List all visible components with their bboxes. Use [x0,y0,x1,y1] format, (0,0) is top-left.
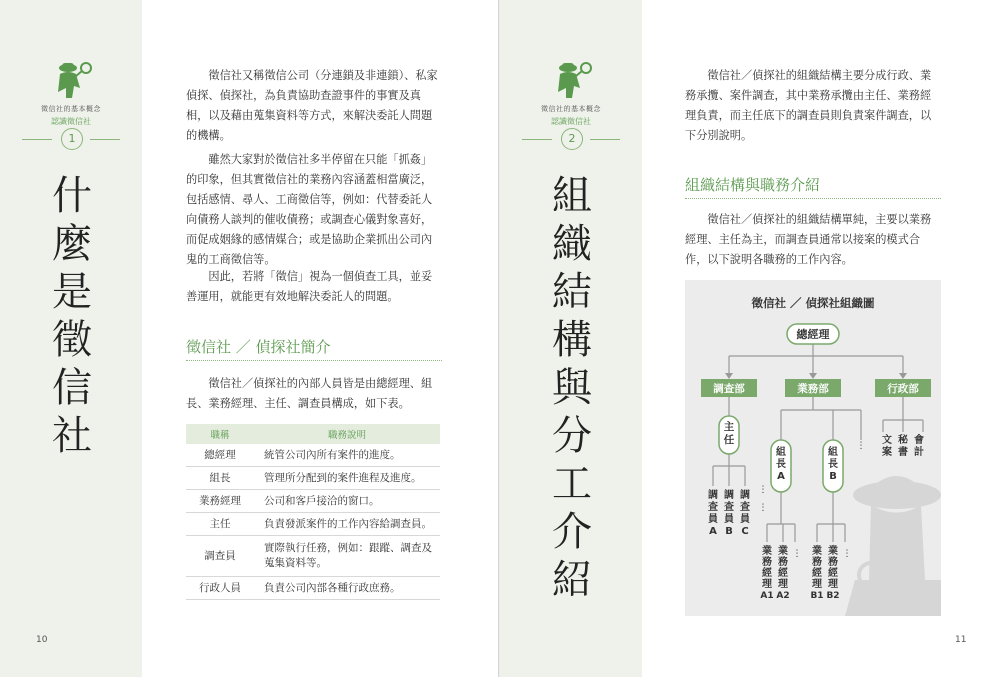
table-row [186,467,440,490]
chapter-title-vertical [552,172,592,604]
table-row [186,577,440,600]
chapter-number: 1 [61,128,83,150]
org-node-manager-a2: 業務經理 A2 [776,546,790,601]
detective-icon [546,58,596,100]
role-cell: 行政人員 [186,577,254,600]
org-node-group-leader-b: 組長 B [828,447,838,482]
title-char: 麼 [52,221,92,267]
org-node-investigator-b: 調查員 B [724,490,734,537]
title-char: 信 [52,365,92,411]
title-char: 構 [552,317,592,363]
role-cell: 調查員 [186,536,254,577]
org-node-copywriter: 文案 [882,435,892,458]
intro-paragraph-3: 因此，若將「徵信」視為一個偵查工具，並妥善運用，就能更有效地解決委託人的問題。 [186,270,433,303]
title-char: 結 [552,269,592,315]
org-node-secretary: 秘書 [898,435,908,458]
title-char: 織 [552,221,592,267]
table-row [186,536,440,577]
page-number-left: 10 [36,635,48,645]
section-title-structure: 組織結構與職務介紹 [685,176,821,194]
desc-cell: 負責發派案件的工作內容給調查員。 [254,513,440,536]
section-divider [685,198,941,199]
svg-text:⋮: ⋮ [842,549,852,559]
chapter-title-vertical [52,172,92,460]
title-char: 社 [52,413,92,459]
org-chart [685,280,941,616]
roles-table [186,424,440,600]
left-logo [0,58,142,127]
org-node-accountant: 會計 [914,435,924,458]
org-chart-canvas [685,280,941,616]
title-char: 徵 [52,317,92,363]
logo-subtitle: 徵信社的基本概念 [541,105,601,113]
intro-paragraph: 徵信社／偵探社的組織結構主要分成行政、業務承攬、案件調查，其中業務承攬由主任、業務經理負責，而主任底下的調查員則負責案件調查，以下分別說明。 [685,69,932,142]
role-cell: 業務經理 [186,490,254,513]
org-node-general-manager: 總經理 [796,328,830,341]
chapter-number-marker [0,128,142,152]
section-paragraph: 徵信社／偵探社的內部人員皆是由總經理、組長、業務經理、主任、調查員構成，如下表。 [186,377,433,410]
title-char: 組 [552,173,592,219]
page-number-right: 11 [955,635,967,645]
section-divider [186,360,442,361]
logo-chapter-name: 認識徵信社 [551,117,591,126]
title-char: 分 [552,413,592,459]
desc-cell: 實際執行任務，例如：跟蹤、調查及蒐集資料等。 [254,536,440,577]
title-char: 紹 [552,557,592,603]
table-header-desc: 職務說明 [254,424,440,444]
org-node-business-dept: 業務部 [797,383,829,395]
table-row [186,444,440,467]
title-char: 工 [552,461,592,507]
role-cell: 總經理 [186,444,254,467]
intro-paragraph-1: 徵信社又稱徵信公司（分連鎖及非連鎖）、私家偵探、偵探社，為負責協助查證事件的事實及真相，以及藉由蒐集資料等方式，來解決委託人問題的機構。 [186,69,438,142]
svg-text:⋮: ⋮ [758,485,768,495]
desc-cell: 統管公司內所有案件的進度。 [254,444,440,467]
intro-paragraph-2: 雖然大家對於徵信社多半停留在只能「抓姦」的印象，但其實徵信社的業務內容涵蓋相當廣泛，包括感情、尋人、工商徵信等，例如：代替委託人向債務人談判的催收債務；或調查心儀對象喜好，而促成姻緣的感情媒合；或是協助企業抓出公司內鬼的工商徵信等。 [186,153,433,266]
org-node-investigator-c: 調查員 C [740,490,750,537]
logo-subtitle: 徵信社的基本概念 [41,105,101,113]
org-node-director: 主任 [723,421,735,446]
org-node-group-leader-a: 組長 A [776,447,786,482]
title-char: 什 [52,173,92,219]
svg-text:⋮: ⋮ [758,503,768,513]
table-header-role: 職稱 [186,424,254,444]
detective-icon [46,58,96,100]
org-node-manager-a1: 業務經理 A1 [760,546,774,601]
right-logo [500,58,642,127]
section-title-intro: 徵信社 ／ 偵探社簡介 [186,338,331,356]
table-row [186,490,440,513]
desc-cell: 公司和客戶接洽的窗口。 [254,490,440,513]
svg-text:⋮: ⋮ [856,441,866,451]
org-chart-title: 徵信社 ／ 偵探社組織圖 [751,296,875,310]
logo-chapter-name: 認識徵信社 [51,117,91,126]
desc-cell: 負責公司內部各種行政庶務。 [254,577,440,600]
svg-text:⋮: ⋮ [792,549,802,559]
title-char: 是 [52,269,92,315]
section-paragraph: 徵信社／偵探社的組織結構單純，主要以業務經理、主任為主，而調查員通常以接案的模式合作，以下說明各職務的工作內容。 [685,213,932,266]
chapter-number-marker [500,128,642,152]
role-cell: 組長 [186,467,254,490]
title-char: 與 [552,365,592,411]
org-node-investigator-a: 調查員 A [708,490,718,537]
title-char: 介 [552,509,592,555]
org-node-investigation-dept: 調查部 [713,383,745,395]
role-cell: 主任 [186,513,254,536]
detective-silhouette-icon [842,476,941,616]
desc-cell: 管理所分配到的案件進程及進度。 [254,467,440,490]
table-row [186,513,440,536]
chapter-number: 2 [561,128,583,150]
org-node-manager-b1: 業務經理 B1 [810,546,824,601]
org-node-manager-b2: 業務經理 B2 [826,546,840,601]
org-node-admin-dept: 行政部 [887,383,919,395]
